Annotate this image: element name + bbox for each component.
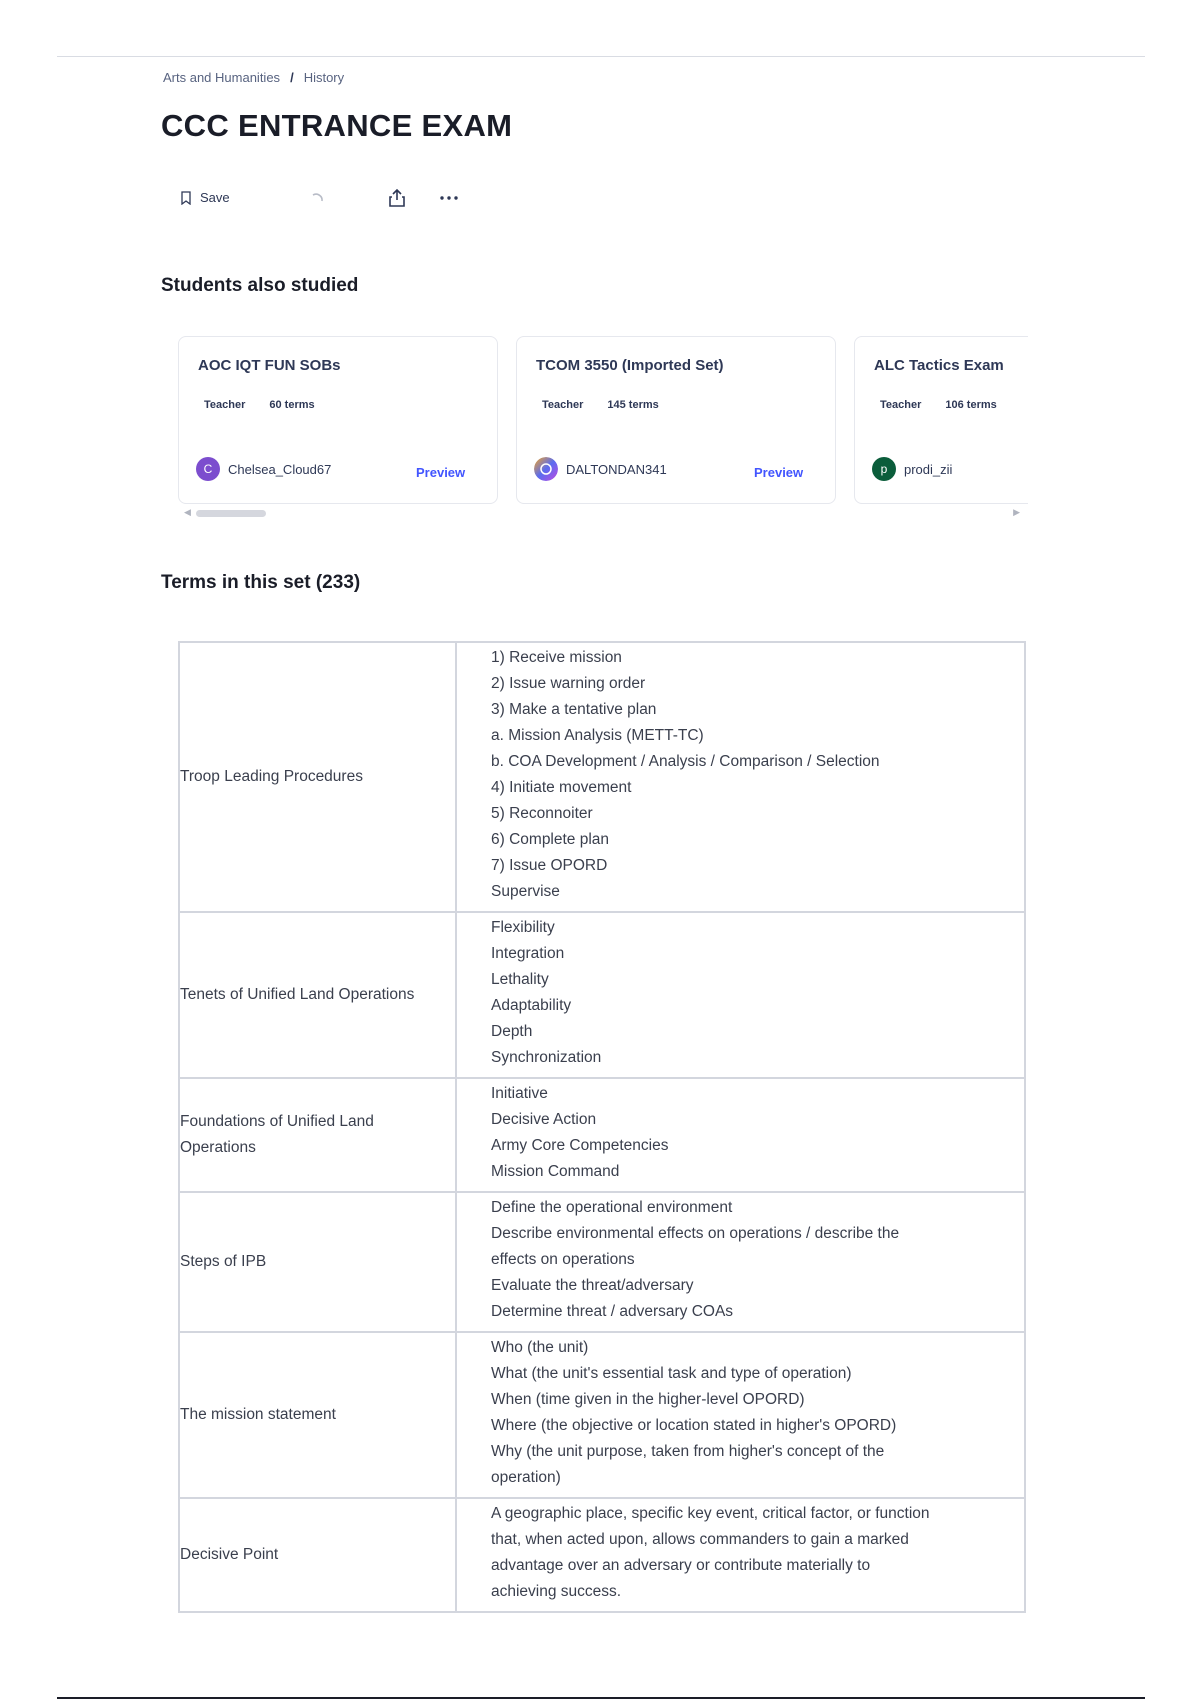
definition-cell: [456, 1192, 1025, 1332]
card-title: AOC IQT FUN SOBs: [198, 357, 341, 374]
definition-line: Supervise: [491, 883, 560, 900]
action-bar: [180, 190, 480, 214]
definition-line: Determine threat / adversary COAs: [491, 1303, 734, 1320]
terms-table: [178, 641, 1026, 1613]
definition-line: Decisive Action: [491, 1111, 597, 1128]
card-meta: [542, 399, 659, 411]
card-role: Teacher: [542, 399, 584, 411]
card-meta: [204, 399, 315, 411]
card-term-count: 60 terms: [269, 399, 315, 411]
scrollbar-thumb[interactable]: [196, 510, 266, 517]
carousel-scrollbar[interactable]: [184, 507, 1020, 518]
definition-line: Who (the unit): [491, 1339, 589, 1356]
card-role: Teacher: [204, 399, 246, 411]
definition-line: Integration: [491, 945, 565, 962]
more-icon[interactable]: [438, 192, 460, 204]
students-also-studied-heading: Students also studied: [161, 275, 359, 296]
definition-line: 7) Issue OPORD: [491, 857, 608, 874]
breadcrumb: [163, 70, 344, 85]
scroll-right-icon[interactable]: ▶: [1013, 507, 1020, 517]
definition-cell: [456, 1498, 1025, 1612]
share-icon[interactable]: [388, 188, 406, 208]
definition-line: achieving success.: [491, 1583, 622, 1600]
term-cell: Troop Leading Procedures: [179, 642, 456, 912]
definition-line: Synchronization: [491, 1049, 602, 1066]
term-row: [179, 642, 1025, 912]
definition-line: Describe environmental effects on operations / describe the: [491, 1225, 900, 1242]
breadcrumb-separator: /: [290, 70, 294, 85]
breadcrumb-link-history[interactable]: History: [303, 70, 345, 85]
definition-line: 5) Reconnoiter: [491, 805, 593, 822]
definition-line: Flexibility: [491, 919, 555, 936]
study-set-card[interactable]: [854, 336, 1028, 504]
definition-line: that, when acted upon, allows commanders to gain a marked: [491, 1531, 909, 1548]
card-author[interactable]: [872, 457, 952, 481]
card-title: TCOM 3550 (Imported Set): [536, 357, 724, 374]
definition-line: Depth: [491, 1023, 533, 1040]
author-name: prodi_zii: [904, 461, 953, 477]
definition-cell: [456, 1078, 1025, 1192]
definition-line: b. COA Development / Analysis / Comparison / Selection: [491, 753, 880, 770]
save-label: Save: [200, 190, 230, 205]
terms-heading: Terms in this set (233): [161, 572, 361, 593]
definition-line: 4) Initiate movement: [491, 779, 632, 796]
definition-line: 1) Receive mission: [491, 649, 622, 666]
definition-line: 2) Issue warning order: [491, 675, 646, 692]
definition-cell: [456, 1332, 1025, 1498]
term-cell: The mission statement: [179, 1332, 456, 1498]
save-button[interactable]: [180, 190, 230, 205]
definition-line: operation): [491, 1469, 561, 1486]
study-set-card[interactable]: [516, 336, 836, 504]
card-author[interactable]: [534, 457, 667, 481]
card-role: Teacher: [880, 399, 922, 411]
bookmark-icon: [180, 191, 192, 205]
definition-cell: [456, 912, 1025, 1078]
scroll-left-icon[interactable]: ◀: [184, 507, 191, 517]
term-row: [179, 1192, 1025, 1332]
term-cell: Steps of IPB: [179, 1192, 456, 1332]
term-row: [179, 1078, 1025, 1192]
definition-line: Mission Command: [491, 1163, 620, 1180]
definition-line: When (time given in the higher-level OPORD): [491, 1391, 805, 1408]
definition-line: Define the operational environment: [491, 1199, 733, 1216]
loading-spinner-icon: [310, 192, 324, 206]
definition-line: effects on operations: [491, 1251, 635, 1268]
definition-line: Why (the unit purpose, taken from higher's concept of the: [491, 1443, 885, 1460]
definition-line: a. Mission Analysis (METT-TC): [491, 727, 704, 744]
term-row: [179, 1332, 1025, 1498]
card-term-count: 106 terms: [945, 399, 997, 411]
term-cell: Foundations of Unified Land Operations: [179, 1078, 456, 1192]
top-divider: [57, 56, 1145, 57]
definition-line: Adaptability: [491, 997, 572, 1014]
term-cell: Decisive Point: [179, 1498, 456, 1612]
definition-line: advantage over an adversary or contribute materially to: [491, 1557, 871, 1574]
study-set-carousel: [178, 336, 1028, 508]
term-row: [179, 1498, 1025, 1612]
preview-button[interactable]: Preview: [754, 465, 804, 480]
study-set-card[interactable]: [178, 336, 498, 504]
definition-line: What (the unit's essential task and type of operation): [491, 1365, 852, 1382]
page-title: CCC ENTRANCE EXAM: [161, 108, 513, 143]
card-term-count: 145 terms: [607, 399, 659, 411]
term-row: [179, 912, 1025, 1078]
definition-line: A geographic place, specific key event, critical factor, or function: [491, 1505, 930, 1522]
definition-line: Army Core Competencies: [491, 1137, 669, 1154]
card-author[interactable]: [196, 457, 331, 481]
definition-line: Lethality: [491, 971, 549, 988]
definition-line: Initiative: [491, 1085, 548, 1102]
definition-line: Where (the objective or location stated in higher's OPORD): [491, 1417, 897, 1434]
definition-line: 6) Complete plan: [491, 831, 610, 848]
bottom-divider: [57, 1697, 1145, 1699]
preview-button[interactable]: Preview: [416, 465, 466, 480]
term-cell: Tenets of Unified Land Operations: [179, 912, 456, 1078]
card-title: ALC Tactics Exam: [874, 357, 1004, 374]
avatar: [534, 457, 558, 481]
author-name: DALTONDAN341: [566, 461, 667, 477]
definition-line: 3) Make a tentative plan: [491, 701, 657, 718]
card-meta: [880, 399, 997, 411]
avatar: C: [196, 457, 220, 481]
definition-cell: [456, 642, 1025, 912]
definition-line: Evaluate the threat/adversary: [491, 1277, 694, 1294]
breadcrumb-link-arts-and-humanities[interactable]: Arts and Humanities: [163, 70, 281, 85]
author-name: Chelsea_Cloud67: [228, 461, 332, 477]
avatar: p: [872, 457, 896, 481]
